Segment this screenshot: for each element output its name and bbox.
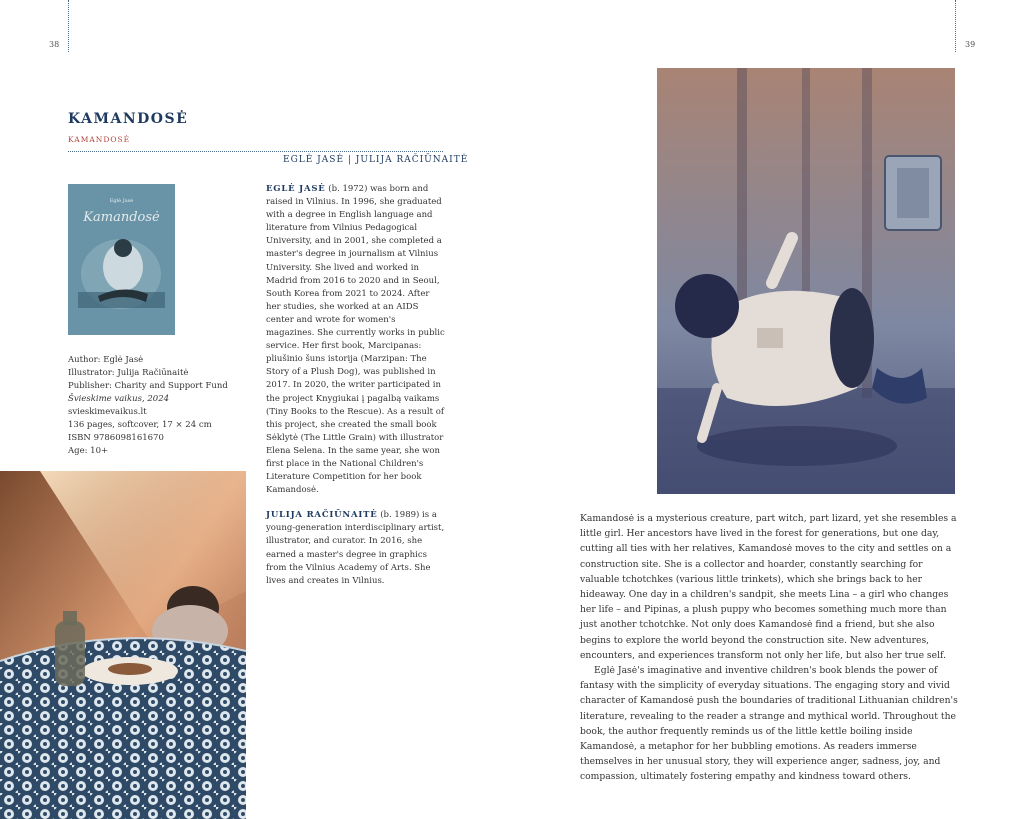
page-edge-right [955, 0, 956, 52]
illustration-table-scene [0, 471, 246, 819]
cover-author: Eglė Jasė [109, 198, 134, 204]
authors-line: EGLĖ JASĖ | JULIJA RAČIŪNAITĖ [283, 155, 469, 165]
illustration-falling-figure [657, 68, 955, 494]
book-subtitle: KAMANDOSĖ [68, 135, 131, 144]
description-paragraph-1: Kamandosė is a mysterious creature, part witch, part lizard, yet she resembles a little girl. Her ancestors have lived in the forest for generations, but one day, cutting all ties with her relatives, Kamandosė moves to the city and settles on a construction site. She is a collector and hoarder, constantly searching for valuable tchotchkes (various little trinkets), which she brings back to her hideaway. One day in a children's sandpit, she meets Lina – a girl who changes her life – and Pipinas, a plush puppy who becomes something much more than just another tchotchke. Not only does Kamandosė find a friend, but she also begins to explore the world beyond the construction site. New adventures, encounters, and experiences transform not only her life, but also her true self. [580, 513, 957, 661]
bio-raciunaite [266, 509, 446, 588]
description-paragraph-2: Eglė Jasė's imaginative and inventive children's book blends the power of fantasy with the simplicity of everyday situations. The engaging story and vivid character of Kamandosė push the boundaries of traditional Lithuanian children's literature, revealing to the reader a strange and mythical world. Throughout the book, the author frequently reminds us of the little kettle boiling inside Kamandosė, a metaphor for her bubbling emotions. As readers immerse themselves in her unusual story, they will experience anger, sadness, joy, and compassion, ultimately fostering empathy and kindness toward others. [580, 665, 958, 783]
meta-isbn: ISBN 9786098161670 [68, 433, 164, 443]
meta-age: Age: 10+ [68, 446, 109, 456]
meta-publisher-name: Švieskime vaikus, 2024 [68, 394, 170, 404]
bio-raciunaite-name: JULIJA RAČIŪNAITĖ [266, 510, 378, 521]
book-metadata [68, 354, 228, 458]
cover-title: Kamandosė [83, 210, 160, 225]
book-title: KAMANDOSĖ [68, 111, 189, 127]
bio-jase [266, 183, 446, 497]
title-divider [68, 151, 443, 152]
meta-author: Author: Eglė Jasė [68, 355, 144, 365]
book-description [580, 511, 960, 785]
page-number-right: 39 [965, 40, 976, 49]
bio-jase-name: EGLĖ JASĖ [266, 184, 326, 194]
biographies [266, 183, 446, 600]
bio-jase-text: (b. 1972) was born and raised in Vilnius. In 1996, she graduated with a degree in English language and literature from Vilnius Pedagogical University, and in 2001, she completed a master's degree in journalism at Vilnius University. She lived and worked in Madrid from 2016 to 2020 and in Seoul, South Korea from 2021 to 2024. After her studies, she worked at an AIDS center and wrote for women's magazines. She currently works in public service. Her first book, Marcipanas: pliušinio šuns istorija (Marzipan: The Story of a Plush Dog), was published in 2017. In 2020, the writer participated in the project Knygiukai į pagalbą vaikams (Tiny Books to the Rescue). As a result of this project, she created the small book Sėklytė (The Little Grain) with illustrator Elena Selena. In the same year, she won first place in the National Children's Literature Competition for her book Kamandosė. [266, 184, 445, 496]
meta-publisher: Publisher: Charity and Support Fund [68, 381, 228, 391]
page-edge-left [68, 0, 69, 52]
book-cover-image [68, 184, 175, 335]
meta-illustrator: Illustrator: Julija Račiūnaitė [68, 368, 189, 378]
meta-format: 136 pages, softcover, 17 × 24 cm [68, 420, 212, 430]
bio-raciunaite-text: (b. 1989) is a young-generation interdisciplinary artist, illustrator, and curator. In 2016, she earned a master's degree in graphics from the Vilnius Academy of Arts. She lives and creates in Vilnius. [266, 510, 445, 586]
meta-website: svieskimevaikus.lt [68, 407, 147, 417]
page-number-left: 38 [49, 40, 60, 49]
